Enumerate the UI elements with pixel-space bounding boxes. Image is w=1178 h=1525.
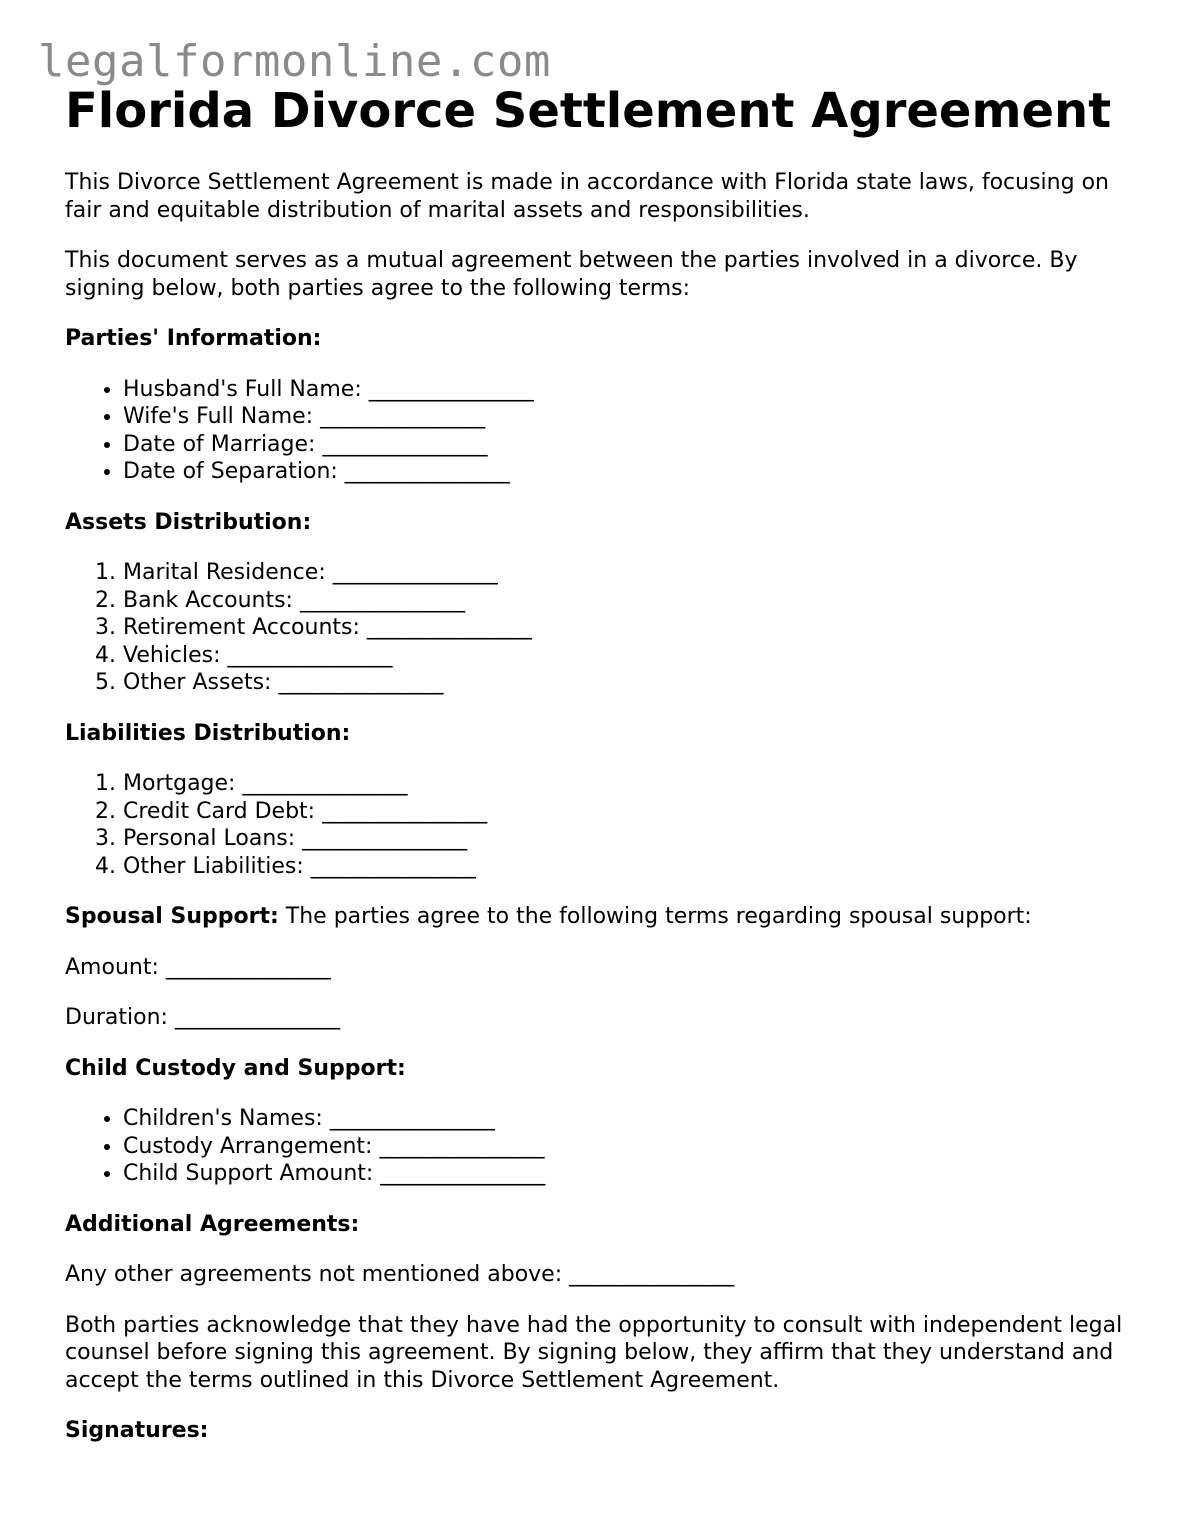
spousal-support-amount: Amount: _______________ <box>65 954 331 980</box>
assets-heading: Assets Distribution: <box>65 509 312 535</box>
list-item-husband-name: • Husband's Full Name: _______________ <box>123 376 1125 404</box>
list-item-date-of-marriage: • Date of Marriage: _______________ <box>123 431 1125 459</box>
additional-agreements-heading: Additional Agreements: <box>65 1211 360 1237</box>
list-item-personal-loans: 3. Personal Loans: _______________ <box>123 825 1125 853</box>
liabilities-heading: Liabilities Distribution: <box>65 720 351 746</box>
liabilities-list <box>65 770 1125 880</box>
list-item-child-support-amount: • Child Support Amount: _______________ <box>123 1160 1125 1188</box>
page-title: Florida Divorce Settlement Agreement <box>65 83 1112 139</box>
intro-paragraph-1: This Divorce Settlement Agreement is made in accordance with Florida state laws, focusing on fair and equitable distribution of marital assets and responsibilities. <box>65 170 1109 223</box>
list-item-other-liabilities: 4. Other Liabilities: _______________ <box>123 853 1125 881</box>
spousal-support-heading: Spousal Support: <box>65 904 279 929</box>
list-item-other-assets: 5. Other Assets: _______________ <box>123 669 1125 697</box>
list-item-wife-name: • Wife's Full Name: _______________ <box>123 403 1125 431</box>
acknowledgment-paragraph: Both parties acknowledge that they have had the opportunity to consult with independent legal counsel before signing this agreement. By signing below, they affirm that they understand and accept the terms outlined in this Divorce Settlement Agreement. <box>65 1312 1123 1393</box>
intro-paragraph-2: This document serves as a mutual agreement between the parties involved in a divorce. By signing below, both parties agree to the following terms: <box>65 248 1078 301</box>
spousal-support-text: The parties agree to the following terms regarding spousal support: <box>278 904 1032 929</box>
signatures-heading: Signatures: <box>65 1418 209 1443</box>
child-custody-list <box>65 1105 1125 1188</box>
list-item-credit-card-debt: 2. Credit Card Debt: _______________ <box>123 798 1125 826</box>
additional-agreements-text: Any other agreements not mentioned above: _______________ <box>65 1262 735 1287</box>
list-item-marital-residence: 1. Marital Residence: _______________ <box>123 559 1125 587</box>
spousal-support-duration: Duration: _______________ <box>65 1005 340 1030</box>
assets-list <box>65 559 1125 697</box>
parties-list <box>65 376 1125 486</box>
list-item-mortgage: 1. Mortgage: _______________ <box>123 770 1125 798</box>
list-item-children-names: • Children's Names: _______________ <box>123 1105 1125 1133</box>
spousal-support-paragraph <box>65 903 1125 931</box>
child-custody-heading: Child Custody and Support: <box>65 1055 406 1081</box>
document <box>65 82 1125 1445</box>
list-item-retirement-accounts: 3. Retirement Accounts: _______________ <box>123 614 1125 642</box>
list-item-bank-accounts: 2. Bank Accounts: _______________ <box>123 587 1125 615</box>
list-item-custody-arrangement: • Custody Arrangement: _______________ <box>123 1133 1125 1161</box>
list-item-date-of-separation: • Date of Separation: _______________ <box>123 458 1125 486</box>
watermark: legalformonline.com <box>38 36 551 87</box>
list-item-vehicles: 4. Vehicles: _______________ <box>123 642 1125 670</box>
parties-heading: Parties' Information: <box>65 326 322 351</box>
